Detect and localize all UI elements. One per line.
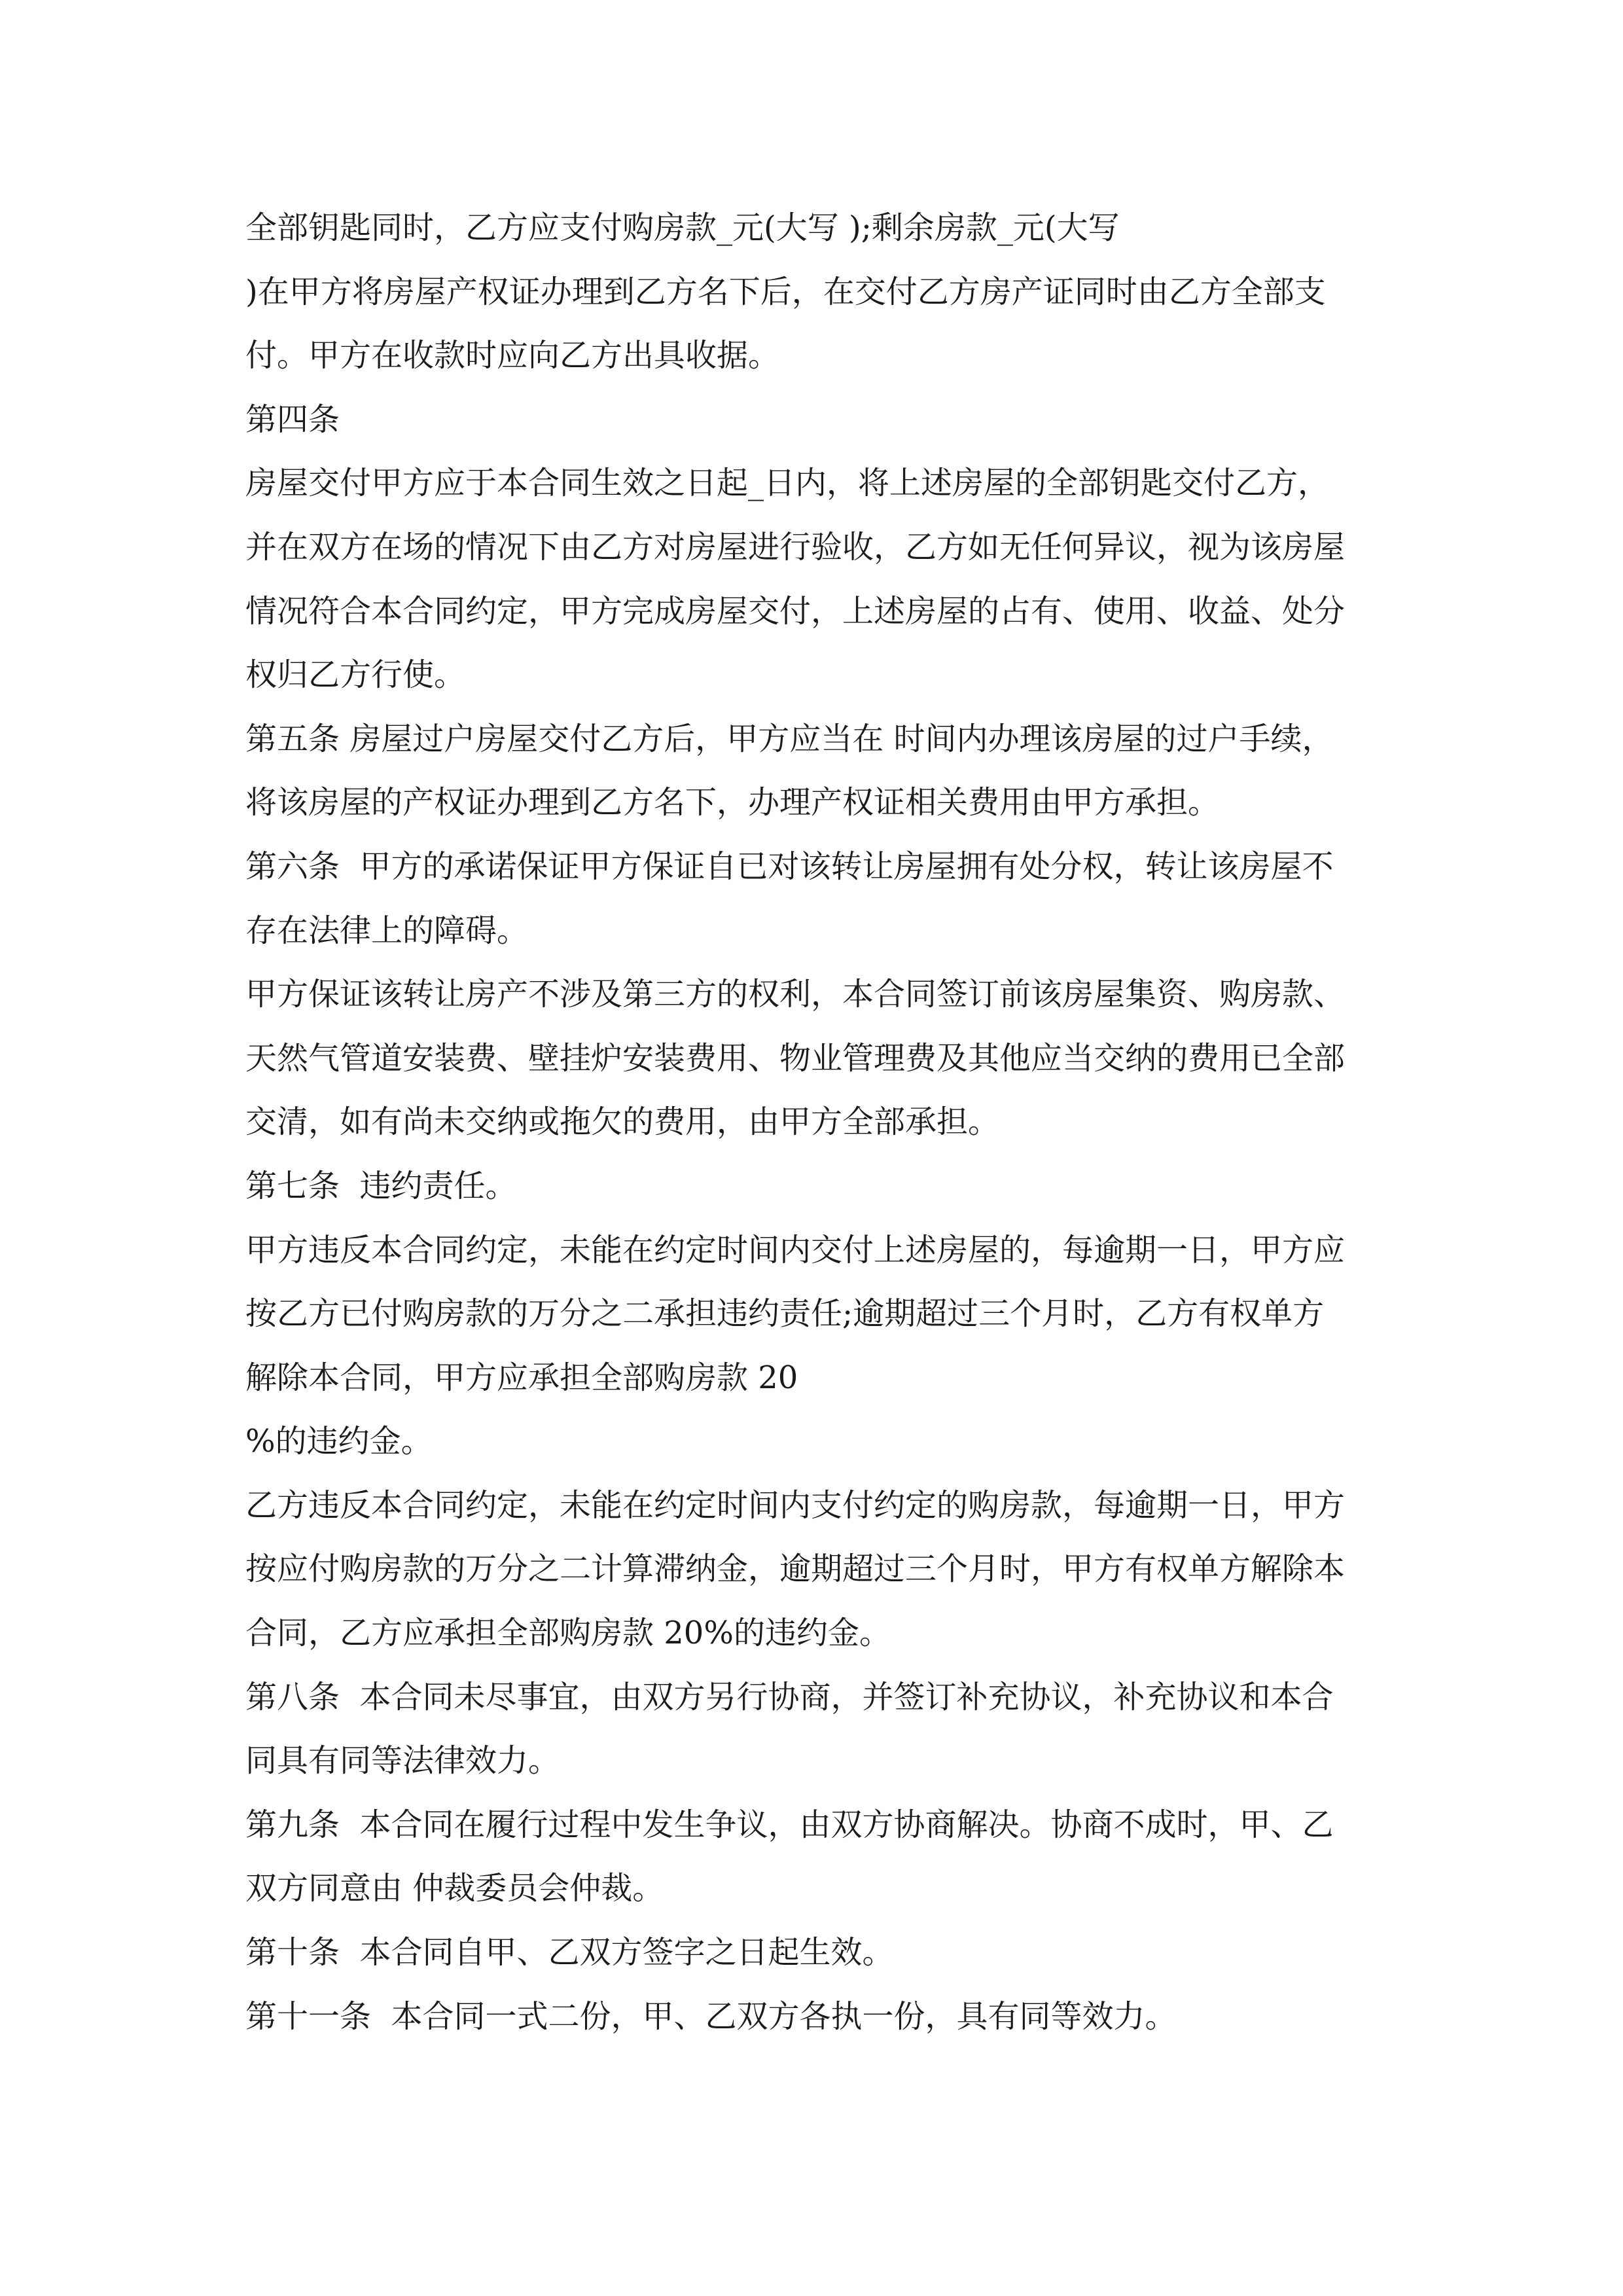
text-line: 权归乙方行使。 (245, 656, 466, 694)
text-line: 解除本合同，甲方应承担全部购房款 20 (245, 1359, 798, 1396)
text-line: 并在双方在场的情况下由乙方对房屋进行验收，乙方如无任何异议，视为该房屋 (245, 528, 1346, 565)
text-line: 房屋交付甲方应于本合同生效之日起_日内，将上述房屋的全部钥匙交付乙方， (245, 465, 1330, 502)
text-line: )在甲方将房屋产权证办理到乙方名下后，在交付乙方房产证同时由乙方全部支 (245, 273, 1326, 310)
text-line: 第五条 房屋过户房屋交付乙方后，甲方应当在 时间内办理该房屋的过户手续， (245, 720, 1334, 757)
text-line: 第十条 本合同自甲、乙双方签字之日起生效。 (245, 1934, 894, 1971)
text-line: 情况符合本合同约定，甲方完成房屋交付，上述房屋的占有、使用、收益、处分 (245, 592, 1346, 630)
text-line: 第八条 本合同未尽事宜，由双方另行协商，并签订补充协议，补充协议和本合 (245, 1678, 1334, 1715)
text-line: 合同，乙方应承担全部购房款 20%的违约金。 (245, 1615, 891, 1652)
text-line: 交清，如有尚未交纳或拖欠的费用，由甲方全部承担。 (245, 1103, 1000, 1141)
text-line: 存在法律上的障碍。 (245, 912, 529, 949)
text-line: 将该房屋的产权证办理到乙方名下，办理产权证相关费用由甲方承担。 (245, 784, 1220, 821)
text-line: 按乙方已付购房款的万分之二承担违约责任;逾期超过三个月时，乙方有权单方 (245, 1295, 1325, 1333)
article-heading: 第四条 (245, 401, 340, 438)
text-line: 全部钥匙同时，乙方应支付购房款_元(大写 );剩余房款_元(大写 (245, 209, 1120, 246)
text-line: 天然气管道安装费、壁挂炉安装费用、物业管理费及其他应当交纳的费用已全部 (245, 1039, 1346, 1077)
text-line: 甲方保证该转让房产不涉及第三方的权利，本合同签订前该房屋集资、购房款、 (245, 976, 1346, 1013)
text-line: 第十一条 本合同一式二份，甲、乙双方各执一份，具有同等效力。 (245, 1998, 1177, 2035)
text-line: 第九条 本合同在履行过程中发生争议，由双方协商解决。协商不成时，甲、乙 (245, 1806, 1334, 1843)
text-line: 第七条 违约责任。 (245, 1167, 517, 1204)
text-line: 甲方违反本合同约定，未能在约定时间内交付上述房屋的，每逾期一日，甲方应 (245, 1231, 1346, 1268)
text-line: 付。甲方在收款时应向乙方出具收据。 (245, 337, 780, 374)
text-line: 按应付购房款的万分之二计算滞纳金，逾期超过三个月时，甲方有权单方解除本 (245, 1551, 1346, 1588)
text-line: %的违约金。 (245, 1423, 433, 1460)
text-line: 第六条 甲方的承诺保证甲方保证自已对该转让房屋拥有处分权，转让该房屋不 (245, 848, 1334, 885)
text-line: 同具有同等法律效力。 (245, 1742, 560, 1780)
text-line: 双方同意由 仲裁委员会仲裁。 (245, 1870, 664, 1907)
document-body (245, 196, 1397, 2049)
text-line: 乙方违反本合同约定，未能在约定时间内支付约定的购房款，每逾期一日，甲方 (245, 1486, 1346, 1524)
